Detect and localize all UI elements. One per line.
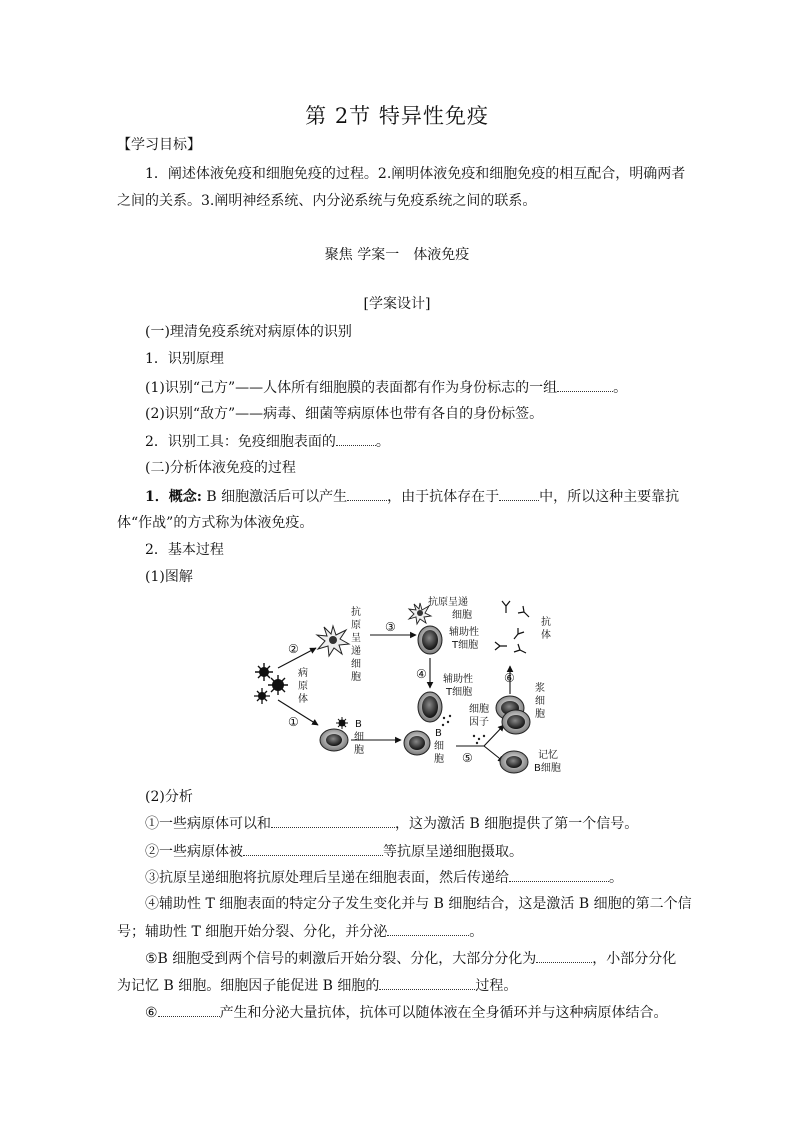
analysis-heading: (2)分析 <box>145 789 193 805</box>
analysis-step-4-line-2 <box>117 921 677 942</box>
step-2-blank[interactable] <box>243 841 383 856</box>
analysis-step-3 <box>145 867 677 888</box>
helper-t-cell-activated-icon <box>418 692 442 722</box>
step-6-text-a: ⑥ <box>145 1005 158 1021</box>
step-1-label: ① <box>288 715 299 729</box>
b-cell-2-label: B <box>435 728 442 739</box>
step-2-text-a: ②一些病原体被 <box>145 844 243 860</box>
humoral-immunity-diagram <box>248 590 588 780</box>
apc-label-right: 细胞 <box>452 610 472 621</box>
part1-heading: (一)理清免疫系统对病原体的识别 <box>145 324 352 340</box>
body-fluid-blank[interactable] <box>499 486 539 501</box>
tool-text: 2．识别工具：免疫细胞表面的 <box>145 434 336 450</box>
objectives-heading: 【学习目标】 <box>117 137 201 153</box>
step-1-text-a: ①一些病原体可以和 <box>145 816 271 832</box>
step-3-blank[interactable] <box>509 867 609 882</box>
helper-t-label: 辅助性 <box>449 627 479 638</box>
antibody-icons <box>495 601 529 653</box>
concept-text-c: 中，所以这种主要靠抗 <box>539 489 680 505</box>
step-2-text-b: 等抗原呈递细胞摄取。 <box>383 844 523 860</box>
objectives-line-2: 之间的关系。3.阐明神经系统、内分泌系统与免疫系统之间的联系。 <box>117 193 537 209</box>
objectives-line-1: 1．阐述体液免疫和细胞免疫的过程。2.阐明体液免疫和细胞免疫的相互配合，明确两者 <box>145 166 686 182</box>
tool-line <box>145 431 677 452</box>
step-3-label: ③ <box>385 620 396 634</box>
analysis-step-6 <box>145 1002 677 1023</box>
step-1-blank[interactable] <box>271 813 395 828</box>
tool-end: 。 <box>375 434 390 450</box>
step-2-label: ② <box>288 642 299 656</box>
antibody-label: 体 <box>541 630 551 641</box>
apc-label-top: 递 <box>351 646 361 657</box>
apc-label-top: 原 <box>351 620 361 631</box>
part2-heading: (二)分析体液免疫的过程 <box>145 460 296 476</box>
part1-item1: 1．识别原理 <box>145 351 224 367</box>
memory-b-cell-icon <box>500 751 528 773</box>
plasma-cell-label: 胞 <box>535 709 545 720</box>
analysis-step-5-line-1 <box>145 948 677 969</box>
page-title: 第 2节 特异性免疫 <box>305 104 489 128</box>
step-5-text-c: 为记忆 B 细胞。细胞因子能促进 B 细胞的 <box>117 978 380 994</box>
concept-line-2: 体“作战”的方式称为体液免疫。 <box>117 515 314 531</box>
analysis-step-1 <box>145 813 677 834</box>
concept-line <box>145 486 680 507</box>
step-3-text-b: 。 <box>609 870 623 886</box>
concept-label: 1．概念: <box>145 489 202 505</box>
cytokine-label: 因子 <box>469 717 489 728</box>
step-6-text-b: 产生和分泌大量抗体，抗体可以随体液在全身循环并与这种病原体结合。 <box>219 1005 668 1021</box>
helper-t-label: T细胞 <box>452 640 479 651</box>
pathogen-label: 病 <box>298 668 308 679</box>
memory-b-label: 记忆 <box>538 750 558 761</box>
step-6-label: ⑥ <box>504 671 515 685</box>
helper-t-cell-icon <box>418 626 442 654</box>
b-cell-label: 细 <box>354 732 364 743</box>
section-heading: 聚焦 学案一 体液免疫 <box>324 247 470 263</box>
self-recognition-line <box>145 377 677 398</box>
step-4-label: ④ <box>416 667 427 681</box>
step-5-text-b: ，小部分分化 <box>592 951 677 967</box>
plasma-cell-label: 浆 <box>535 683 545 694</box>
step-5-blank-a[interactable] <box>536 948 592 963</box>
pathogen-bound-icon <box>336 717 348 729</box>
apc-label-top: 呈 <box>351 633 361 644</box>
step-1-text-b: ，这为激活 B 细胞提供了第一个信号。 <box>395 816 639 832</box>
apc-label-top: 胞 <box>351 672 361 683</box>
pathogen-label: 原 <box>298 681 308 692</box>
process-heading: 2．基本过程 <box>145 542 224 558</box>
self-recognition-text: (1)识别“己方”——人体所有细胞膜的表面都有作为身份标志的一组 <box>145 380 558 396</box>
design-heading: [学案设计] <box>363 296 431 312</box>
step-6-blank[interactable] <box>158 1002 220 1017</box>
apc-label-top: 抗 <box>351 607 361 618</box>
self-marker-blank[interactable] <box>557 377 613 392</box>
step-4-blank[interactable] <box>387 921 469 936</box>
step-4-text-a: 号；辅助性 T 细胞开始分裂、分化，并分泌 <box>117 924 388 940</box>
analysis-step-4-line-1: ④辅助性 T 细胞表面的特定分子发生变化并与 B 细胞结合，这是激活 B 细胞的第二个信 <box>145 896 692 912</box>
helper-t-mid-label: T细胞 <box>446 687 473 698</box>
antibody-label: 抗 <box>541 617 551 628</box>
pathogen-cluster-icon <box>254 663 288 704</box>
b-cell-2-label: 细 <box>434 741 444 752</box>
receptor-blank[interactable] <box>336 431 376 446</box>
analysis-step-5-line-2 <box>117 975 677 996</box>
b-cell-activated-icon <box>404 731 430 755</box>
b-cell-label: 胞 <box>354 745 364 756</box>
apc-label-right: 抗原呈递 <box>428 597 468 608</box>
diagram-heading: (1)图解 <box>145 569 193 585</box>
b-cell-icon <box>320 729 348 751</box>
pathogen-label: 体 <box>298 694 308 705</box>
antibody-blank[interactable] <box>347 486 387 501</box>
self-end: 。 <box>613 380 628 396</box>
apc-label-top: 细 <box>351 659 361 670</box>
memory-b-label: B细胞 <box>534 763 561 774</box>
concept-text-a: B 细胞激活后可以产生 <box>201 489 348 505</box>
step-5-blank-b[interactable] <box>379 975 475 990</box>
enemy-recognition-line: (2)识别“敌方”——病毒、细菌等病原体也带有各自的身份标签。 <box>145 406 544 422</box>
helper-t-mid-label: 辅助性 <box>443 674 473 685</box>
step-4-text-b: 。 <box>469 924 484 940</box>
step-5-text-a: ⑤B 细胞受到两个信号的刺激后开始分裂、分化，大部分分化为 <box>145 951 537 967</box>
b-cell-2-label: 胞 <box>434 754 444 765</box>
b-cell-label: B <box>355 719 362 730</box>
step-5-text-d: 过程。 <box>475 978 518 994</box>
antigen-presenting-cell-icon <box>317 626 349 656</box>
concept-text-b: ，由于抗体存在于 <box>387 489 500 505</box>
plasma-cell-label: 细 <box>535 696 545 707</box>
step-5-label: ⑤ <box>462 751 473 765</box>
step-3-text-a: ③抗原呈递细胞将抗原处理后呈递在细胞表面，然后传递给 <box>145 870 509 886</box>
analysis-step-2 <box>145 841 677 862</box>
cytokine-label: 细胞 <box>469 704 489 715</box>
